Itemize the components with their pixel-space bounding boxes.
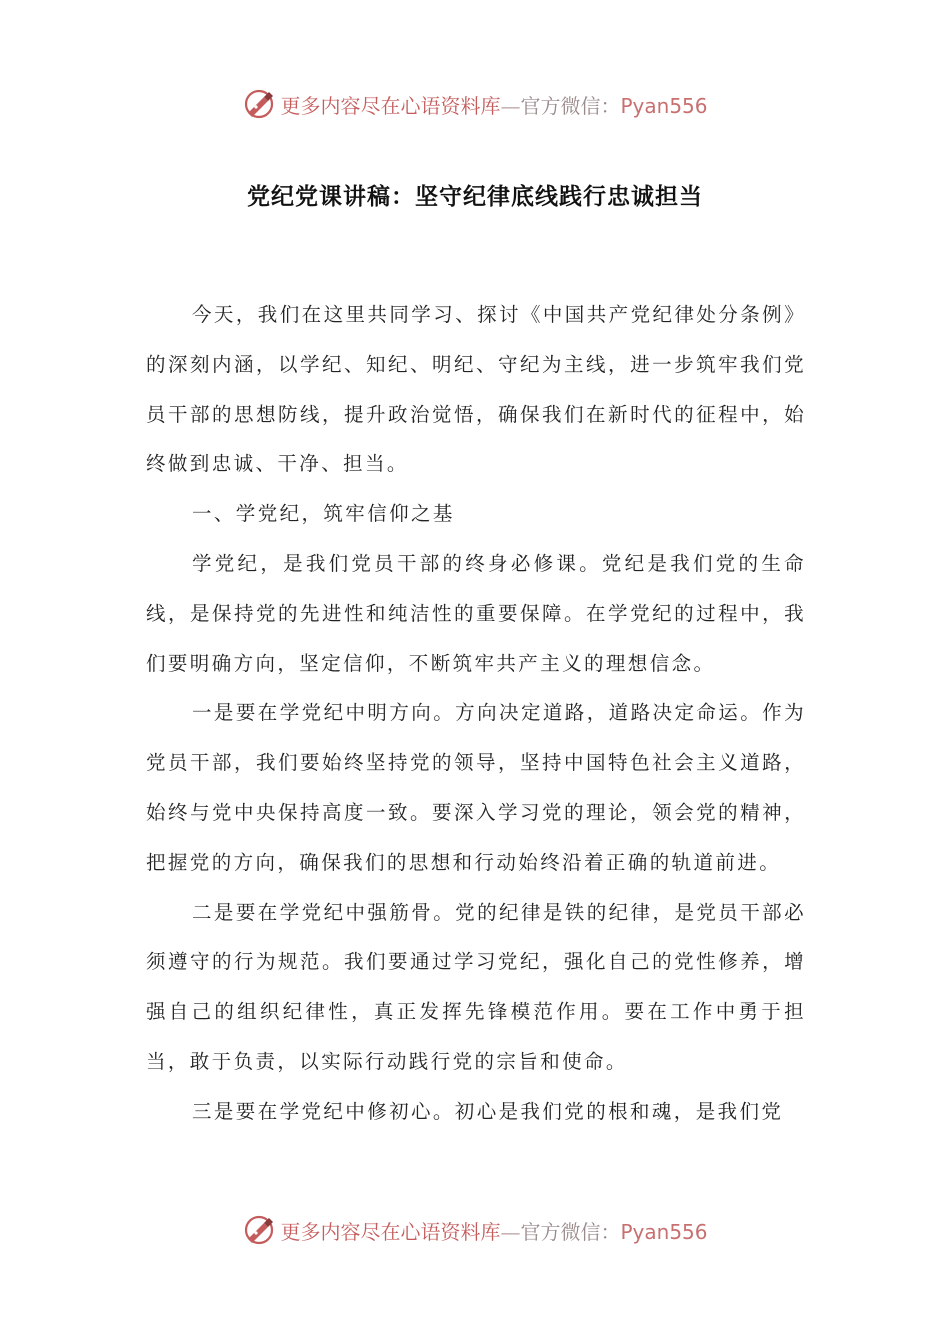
footer-watermark bbox=[0, 1210, 950, 1250]
watermark-separator: — bbox=[500, 93, 521, 118]
header-watermark bbox=[0, 84, 950, 124]
watermark-wechat-label: 官方微信： bbox=[520, 93, 621, 118]
paragraph: 学党纪，是我们党员干部的终身必修课。党纪是我们党的生命线，是保持党的先进性和纯洁性的重要保障。在学党纪的过程中，我们要明确方向，坚定信仰，不断筑牢共产主义的理想信念。 bbox=[146, 551, 806, 675]
paragraph: 二是要在学党纪中强筋骨。党的纪律是铁的纪律，是党员干部必须遵守的行为规范。我们要通过学习党纪，强化自己的党性修养，增强自己的组织纪律性，真正发挥先锋模范作用。要在工作中勇于担当，敢于负责，以实际行动践行党的宗旨和使命。 bbox=[146, 900, 806, 1073]
paragraph: 三是要在学党纪中修初心。初心是我们党的根和魂，是我们党 bbox=[192, 1099, 784, 1123]
watermark-separator: — bbox=[500, 1219, 521, 1244]
watermark-text bbox=[280, 1216, 707, 1245]
watermark-main: 更多内容尽在心语资料库 bbox=[280, 1219, 501, 1244]
document-body bbox=[146, 290, 806, 1137]
section-heading: 一、学党纪，筑牢信仰之基 bbox=[192, 502, 455, 526]
watermark-wechat-id: Pyan556 bbox=[620, 1219, 708, 1244]
document-title: 党纪党课讲稿：坚守纪律底线践行忠诚担当 bbox=[247, 184, 703, 210]
paragraph: 一是要在学党纪中明方向。方向决定道路，道路决定命运。作为党员干部，我们要始终坚持党的领导，坚持中国特色社会主义道路，始终与党中央保持高度一致。要深入学习党的理论，领会党的精神，把握党的方向，确保我们的思想和行动始终沿着正确的轨道前进。 bbox=[146, 701, 806, 874]
pen-nib-circle-icon bbox=[242, 1213, 276, 1247]
pen-nib-circle-icon bbox=[242, 87, 276, 121]
watermark-main: 更多内容尽在心语资料库 bbox=[280, 93, 501, 118]
watermark-text bbox=[280, 90, 707, 119]
watermark-wechat-id: Pyan556 bbox=[620, 93, 708, 118]
paragraph: 今天，我们在这里共同学习、探讨《中国共产党纪律处分条例》的深刻内涵，以学纪、知纪、明纪、守纪为主线，进一步筑牢我们党员干部的思想防线，提升政治觉悟，确保我们在新时代的征程中，始终做到忠诚、干净、担当。 bbox=[146, 303, 806, 476]
watermark-wechat-label: 官方微信： bbox=[520, 1219, 621, 1244]
